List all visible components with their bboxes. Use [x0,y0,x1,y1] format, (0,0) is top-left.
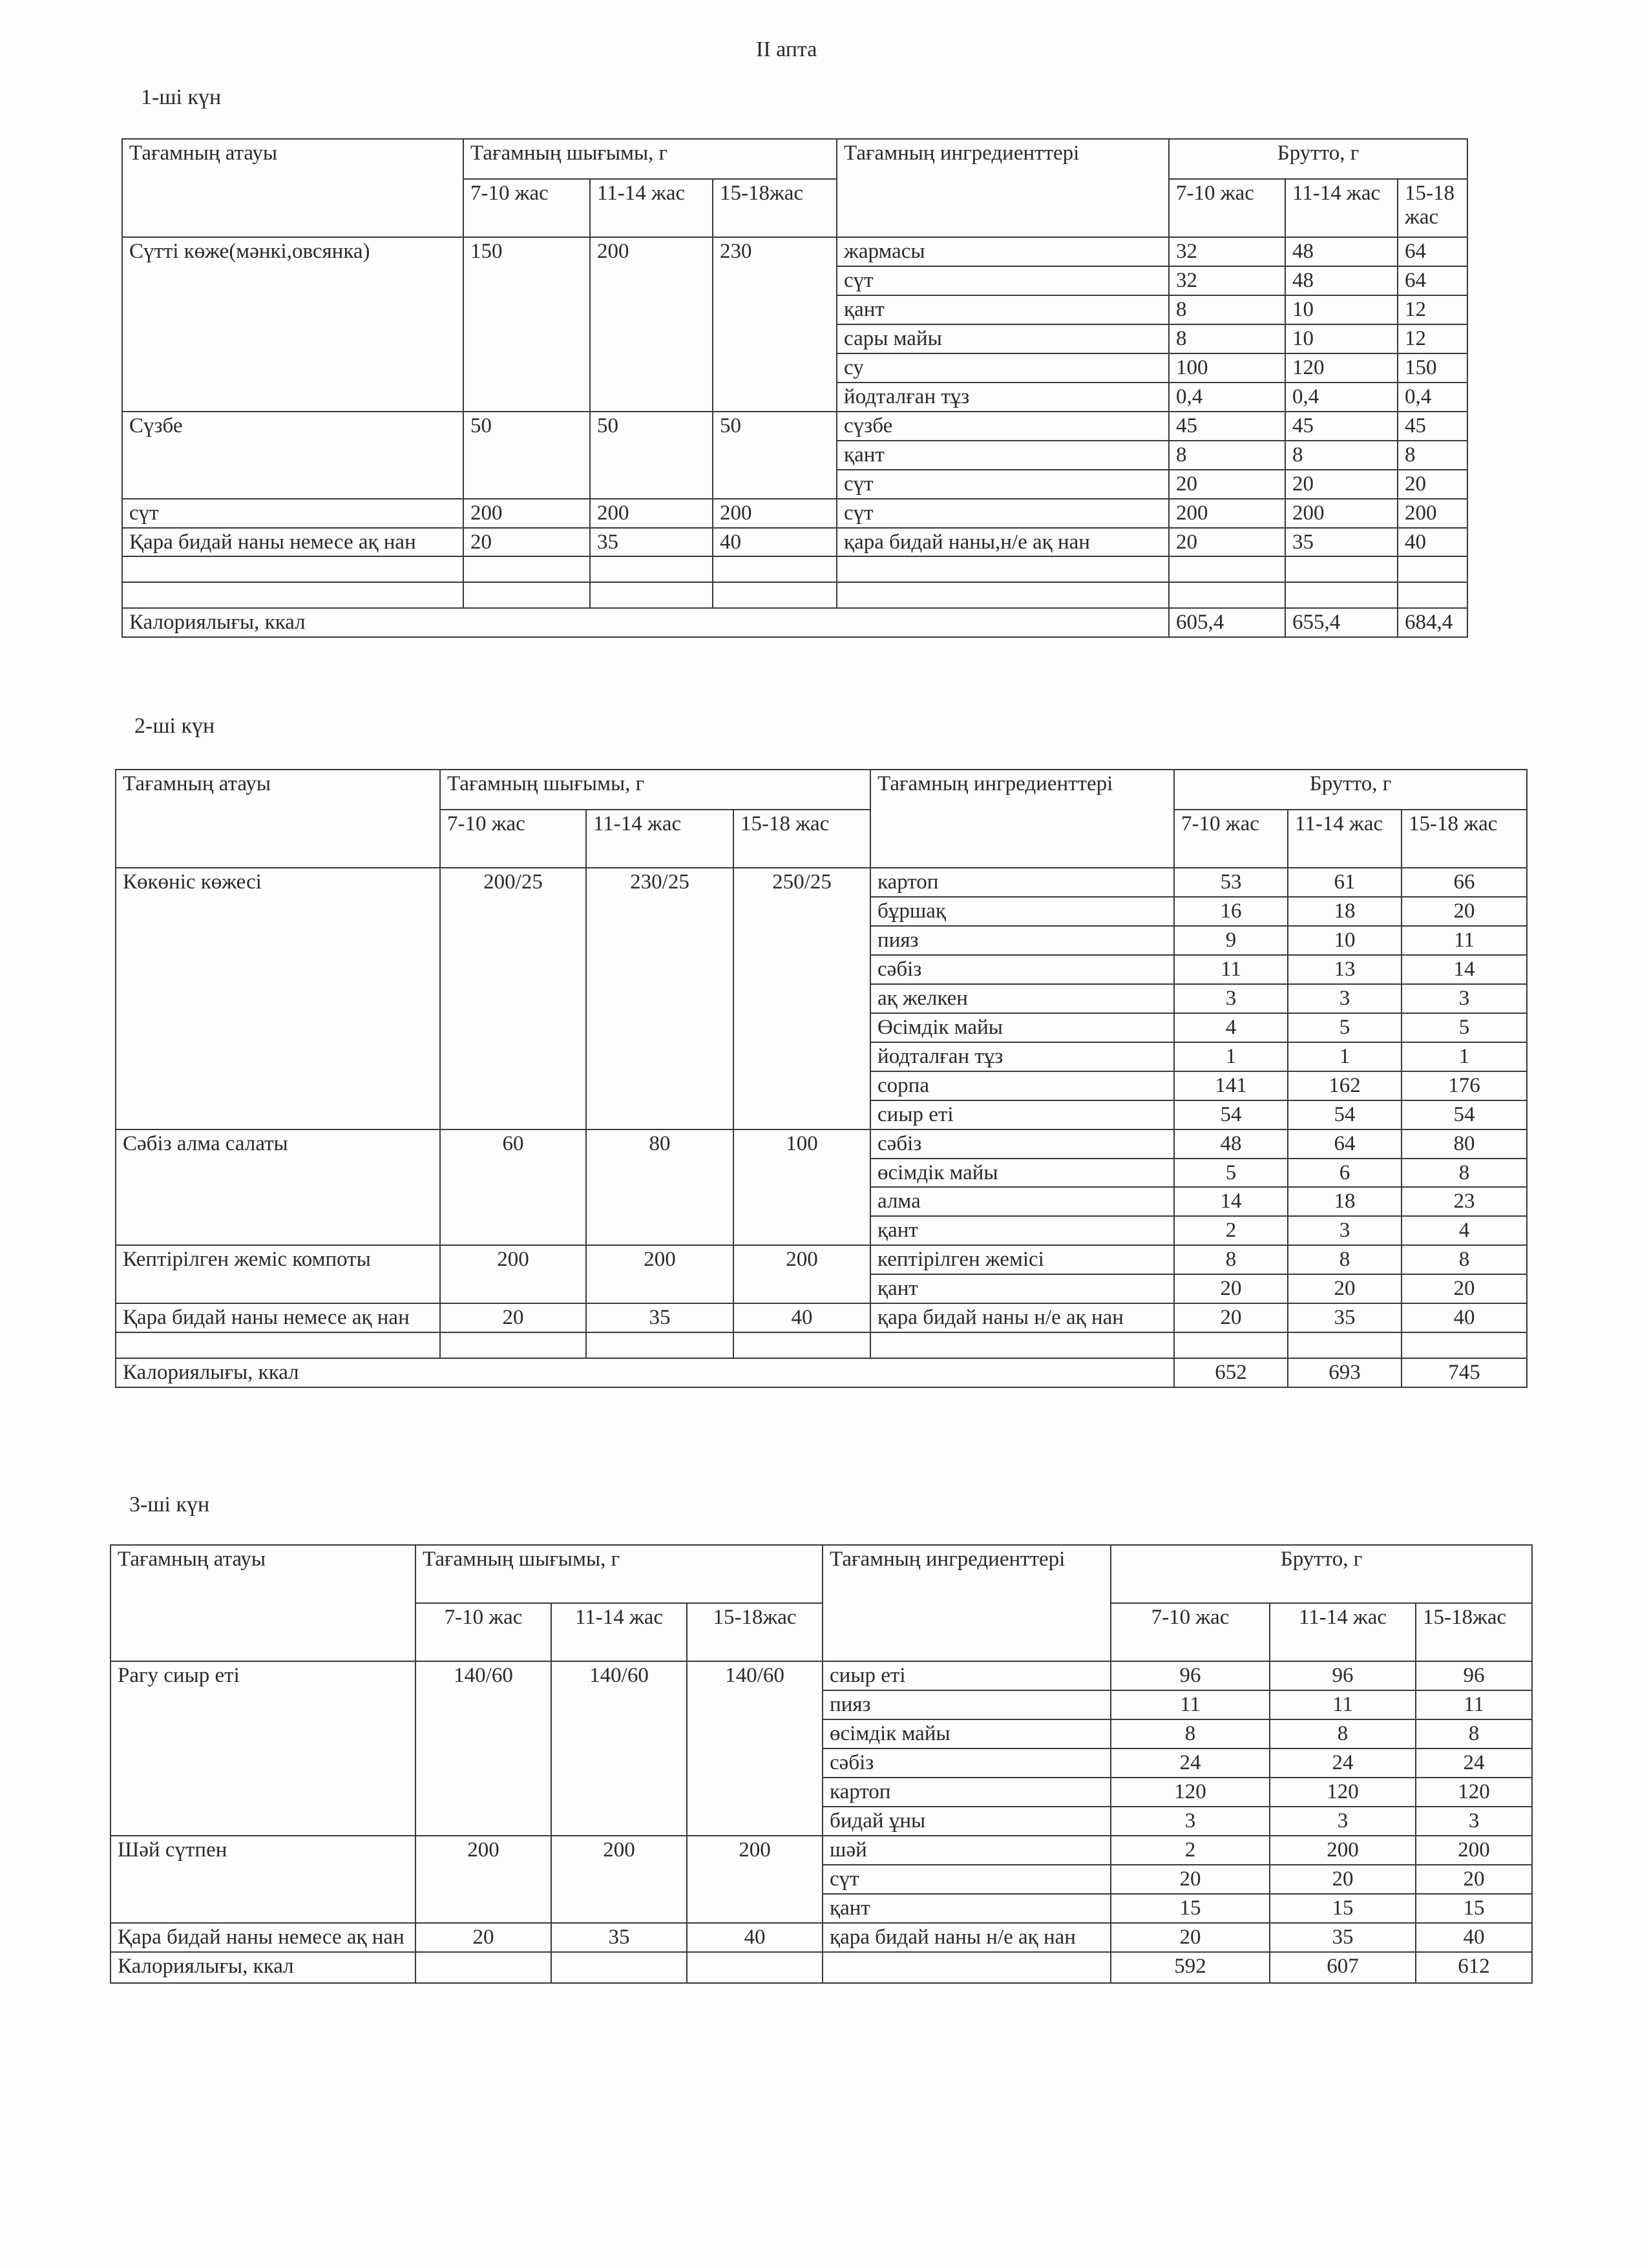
ingredient-name: бидай ұны [823,1807,1111,1836]
ingredient-brutto-1: 20 [1174,1274,1288,1303]
ingredient-name: бұршақ [870,897,1174,926]
ingredient-name: пияз [870,926,1174,955]
ingredient-brutto-2: 3 [1270,1807,1416,1836]
table-row [122,499,1467,528]
table-row [116,868,1527,897]
ingredient-name: сәбіз [870,1129,1174,1159]
dish-output-3: 230 [713,237,837,412]
ingredient-name: сүт [837,499,1169,528]
header-output: Тағамның шығымы, г [463,139,837,179]
ingredient-brutto-2: 1 [1288,1042,1402,1071]
calories-age-11-14: 607 [1270,1952,1416,1983]
ingredient-brutto-2: 5 [1288,1013,1402,1042]
ingredient-brutto-3: 150 [1398,353,1467,383]
ingredient-brutto-2: 54 [1288,1100,1402,1129]
table-row [116,1303,1527,1332]
ingredient-name: сүт [823,1865,1111,1894]
ingredient-brutto-2: 6 [1288,1159,1402,1188]
ingredient-brutto-2: 120 [1270,1778,1416,1807]
ingredient-brutto-1: 45 [1169,412,1285,441]
day-2-table [115,769,1528,1388]
day-3-title: 3-ші күн [129,1493,210,1517]
dish-name: Қара бидай наны немесе ақ нан [116,1303,440,1332]
dish-name: сүт [122,499,463,528]
table-row [122,237,1467,266]
ingredient-brutto-1: 4 [1174,1013,1288,1042]
ingredient-brutto-1: 16 [1174,897,1288,926]
ingredient-name: су [837,353,1169,383]
ingredient-name: йодталған тұз [837,383,1169,412]
ingredient-brutto-3: 1 [1402,1042,1527,1071]
ingredient-brutto-2: 200 [1285,499,1398,528]
header-brutto-age-15-18: 15-18 жас [1402,810,1527,868]
dish-output-1: 200 [463,499,590,528]
header-brutto-age-11-14: 11-14 жас [1270,1603,1416,1661]
dish-name: Сәбіз алма салаты [116,1129,440,1246]
ingredient-brutto-2: 3 [1288,984,1402,1013]
ingredient-brutto-1: 32 [1169,266,1285,295]
calories-label: Калориялығы, ккал [116,1358,1174,1387]
ingredient-brutto-1: 8 [1169,295,1285,324]
dish-name: Қара бидай наны немесе ақ нан [110,1923,415,1952]
dish-output-3: 140/60 [687,1661,823,1836]
header-brutto: Брутто, г [1169,139,1467,179]
ingredient-name: қара бидай наны,н/е ақ нан [837,528,1169,557]
calories-age-7-10: 592 [1111,1952,1270,1983]
calories-age-7-10: 605,4 [1169,608,1285,637]
ingredient-name: картоп [823,1778,1111,1807]
ingredient-brutto-2: 10 [1288,926,1402,955]
ingredient-brutto-1: 8 [1174,1245,1288,1274]
ingredient-brutto-1: 20 [1174,1303,1288,1332]
dish-output-3: 200 [687,1836,823,1923]
page-heading: II апта [756,37,817,61]
ingredient-name: картоп [870,868,1174,897]
header-output-age-7-10: 7-10 жас [463,179,590,237]
ingredient-name: өсімдік майы [870,1159,1174,1188]
dish-name: Сүтті көже(мәнкі,овсянка) [122,237,463,412]
ingredient-brutto-2: 18 [1288,1187,1402,1216]
dish-output-1: 20 [440,1303,586,1332]
dish-name: Қара бидай наны немесе ақ нан [122,528,463,557]
dish-name: Рагу сиыр еті [110,1661,415,1836]
day-3-table [110,1544,1533,1984]
ingredient-brutto-3: 8 [1416,1719,1532,1748]
dish-output-1: 200 [415,1836,551,1923]
ingredient-brutto-2: 48 [1285,266,1398,295]
dish-output-3: 40 [687,1923,823,1952]
day-2-title: 2-ші күн [134,714,215,738]
ingredient-brutto-1: 141 [1174,1071,1288,1100]
day-1-table [121,138,1468,638]
header-dish-name: Тағамның атауы [122,139,463,237]
ingredient-brutto-2: 3 [1288,1216,1402,1245]
header-brutto-age-7-10: 7-10 жас [1174,810,1288,868]
ingredient-name: қант [837,441,1169,470]
ingredient-brutto-3: 176 [1402,1071,1527,1100]
ingredient-brutto-1: 3 [1174,984,1288,1013]
ingredient-name: қант [870,1274,1174,1303]
ingredient-brutto-3: 200 [1416,1836,1532,1865]
ingredient-brutto-1: 20 [1169,470,1285,499]
ingredient-brutto-1: 14 [1174,1187,1288,1216]
ingredient-brutto-2: 35 [1285,528,1398,557]
ingredient-brutto-2: 8 [1288,1245,1402,1274]
dish-output-1: 150 [463,237,590,412]
header-output-age-15-18: 15-18жас [713,179,837,237]
ingredient-brutto-2: 35 [1270,1923,1416,1952]
table-row [122,412,1467,441]
dish-output-1: 140/60 [415,1661,551,1836]
ingredient-name: Өсімдік майы [870,1013,1174,1042]
table-row [110,1923,1532,1952]
table-row [110,1661,1532,1690]
dish-output-2: 50 [590,412,713,499]
header-output-age-15-18: 15-18 жас [733,810,870,868]
ingredient-name: қара бидай наны н/е ақ нан [823,1923,1111,1952]
ingredient-brutto-3: 24 [1416,1748,1532,1778]
ingredient-brutto-3: 20 [1416,1865,1532,1894]
ingredient-brutto-1: 32 [1169,237,1285,266]
dish-output-3: 50 [713,412,837,499]
dish-output-3: 40 [733,1303,870,1332]
dish-output-1: 60 [440,1129,586,1246]
ingredient-brutto-2: 200 [1270,1836,1416,1865]
dish-output-1: 200 [440,1245,586,1303]
ingredient-name: өсімдік майы [823,1719,1111,1748]
ingredient-brutto-2: 8 [1285,441,1398,470]
ingredient-brutto-1: 53 [1174,868,1288,897]
header-output-age-15-18: 15-18жас [687,1603,823,1661]
ingredient-brutto-3: 3 [1402,984,1527,1013]
dish-output-3: 200 [713,499,837,528]
calories-age-15-18: 745 [1402,1358,1527,1387]
dish-name: Шәй сүтпен [110,1836,415,1923]
ingredient-brutto-1: 20 [1169,528,1285,557]
ingredient-brutto-3: 4 [1402,1216,1527,1245]
ingredient-brutto-2: 15 [1270,1894,1416,1923]
ingredient-name: жармасы [837,237,1169,266]
ingredient-name: алма [870,1187,1174,1216]
ingredient-brutto-2: 0,4 [1285,383,1398,412]
ingredient-brutto-1: 11 [1174,955,1288,984]
ingredient-name: сүзбе [837,412,1169,441]
ingredient-brutto-3: 40 [1416,1923,1532,1952]
ingredient-name: ақ желкен [870,984,1174,1013]
ingredient-brutto-3: 20 [1398,470,1467,499]
ingredient-brutto-3: 23 [1402,1187,1527,1216]
dish-output-1: 50 [463,412,590,499]
ingredient-brutto-3: 11 [1402,926,1527,955]
ingredient-name: қант [837,295,1169,324]
ingredient-brutto-3: 8 [1402,1245,1527,1274]
ingredient-brutto-3: 40 [1398,528,1467,557]
dish-name: Кептірілген жеміс компоты [116,1245,440,1303]
calories-label: Калориялығы, ккал [122,608,1169,637]
ingredient-name: сары майы [837,324,1169,353]
ingredient-brutto-3: 15 [1416,1894,1532,1923]
ingredient-brutto-3: 64 [1398,266,1467,295]
table-row [110,1836,1532,1865]
ingredient-brutto-3: 96 [1416,1661,1532,1690]
dish-output-3: 100 [733,1129,870,1246]
ingredient-brutto-1: 8 [1169,441,1285,470]
header-ingredients: Тағамның ингредиенттері [870,770,1174,868]
ingredient-brutto-2: 20 [1285,470,1398,499]
ingredient-brutto-3: 11 [1416,1690,1532,1719]
ingredient-brutto-2: 10 [1285,295,1398,324]
ingredient-brutto-1: 5 [1174,1159,1288,1188]
ingredient-name: сәбіз [823,1748,1111,1778]
header-output-age-11-14: 11-14 жас [551,1603,687,1661]
calories-age-7-10: 652 [1174,1358,1288,1387]
dish-output-3: 250/25 [733,868,870,1129]
ingredient-brutto-2: 10 [1285,324,1398,353]
ingredient-brutto-1: 15 [1111,1894,1270,1923]
table-row [116,1245,1527,1274]
dish-output-1: 20 [415,1923,551,1952]
ingredient-brutto-3: 40 [1402,1303,1527,1332]
header-ingredients: Тағамның ингредиенттері [823,1545,1111,1661]
header-brutto-age-11-14: 11-14 жас [1285,179,1398,237]
header-output: Тағамның шығымы, г [415,1545,823,1603]
dish-output-2: 35 [590,528,713,557]
table-row [116,1129,1527,1159]
ingredient-name: сәбіз [870,955,1174,984]
calories-label: Калориялығы, ккал [110,1952,415,1983]
dish-name: Сүзбе [122,412,463,499]
ingredient-name: сүт [837,266,1169,295]
ingredient-name: қара бидай наны н/е ақ нан [870,1303,1174,1332]
ingredient-brutto-2: 45 [1285,412,1398,441]
table-row [122,528,1467,557]
ingredient-brutto-1: 20 [1111,1923,1270,1952]
dish-output-2: 200 [551,1836,687,1923]
ingredient-brutto-1: 20 [1111,1865,1270,1894]
ingredient-brutto-3: 64 [1398,237,1467,266]
dish-output-2: 230/25 [586,868,733,1129]
header-dish-name: Тағамның атауы [110,1545,415,1661]
dish-output-3: 200 [733,1245,870,1303]
ingredient-brutto-1: 8 [1111,1719,1270,1748]
header-brutto-age-7-10: 7-10 жас [1169,179,1285,237]
calories-age-15-18: 612 [1416,1952,1532,1983]
ingredient-brutto-3: 20 [1402,897,1527,926]
dish-output-1: 200/25 [440,868,586,1129]
ingredient-brutto-3: 54 [1402,1100,1527,1129]
ingredient-name: кептірілген жемісі [870,1245,1174,1274]
dish-output-2: 140/60 [551,1661,687,1836]
ingredient-brutto-2: 61 [1288,868,1402,897]
ingredient-brutto-1: 200 [1169,499,1285,528]
ingredient-brutto-2: 48 [1285,237,1398,266]
ingredient-name: қант [823,1894,1111,1923]
header-output-age-7-10: 7-10 жас [440,810,586,868]
ingredient-brutto-1: 9 [1174,926,1288,955]
header-brutto-age-7-10: 7-10 жас [1111,1603,1270,1661]
dish-output-2: 80 [586,1129,733,1246]
ingredient-brutto-3: 8 [1398,441,1467,470]
ingredient-brutto-3: 66 [1402,868,1527,897]
ingredient-name: сиыр еті [870,1100,1174,1129]
header-brutto: Брутто, г [1174,770,1527,810]
header-ingredients: Тағамның ингредиенттері [837,139,1169,237]
ingredient-brutto-1: 2 [1111,1836,1270,1865]
ingredient-brutto-3: 3 [1416,1807,1532,1836]
ingredient-brutto-2: 11 [1270,1690,1416,1719]
dish-output-2: 200 [590,237,713,412]
ingredient-brutto-1: 96 [1111,1661,1270,1690]
dish-output-2: 200 [586,1245,733,1303]
ingredient-brutto-2: 20 [1270,1865,1416,1894]
ingredient-brutto-2: 24 [1270,1748,1416,1778]
ingredient-brutto-3: 12 [1398,295,1467,324]
header-brutto-age-15-18: 15-18 жас [1398,179,1467,237]
ingredient-brutto-3: 8 [1402,1159,1527,1188]
ingredient-brutto-3: 80 [1402,1129,1527,1159]
calories-age-11-14: 693 [1288,1358,1402,1387]
ingredient-brutto-2: 8 [1270,1719,1416,1748]
ingredient-brutto-3: 5 [1402,1013,1527,1042]
ingredient-brutto-1: 1 [1174,1042,1288,1071]
header-brutto-age-15-18: 15-18жас [1416,1603,1532,1661]
ingredient-brutto-1: 120 [1111,1778,1270,1807]
dish-output-1: 20 [463,528,590,557]
ingredient-brutto-1: 3 [1111,1807,1270,1836]
ingredient-brutto-3: 20 [1402,1274,1527,1303]
ingredient-brutto-2: 18 [1288,897,1402,926]
ingredient-name: сүт [837,470,1169,499]
ingredient-brutto-1: 8 [1169,324,1285,353]
dish-output-2: 200 [590,499,713,528]
day-1-title: 1-ші күн [141,85,222,109]
ingredient-brutto-1: 2 [1174,1216,1288,1245]
ingredient-brutto-2: 35 [1288,1303,1402,1332]
dish-output-2: 35 [551,1923,687,1952]
header-dish-name: Тағамның атауы [116,770,440,868]
ingredient-brutto-2: 13 [1288,955,1402,984]
ingredient-brutto-3: 120 [1416,1778,1532,1807]
ingredient-brutto-2: 162 [1288,1071,1402,1100]
header-output-age-11-14: 11-14 жас [590,179,713,237]
ingredient-name: йодталған тұз [870,1042,1174,1071]
ingredient-brutto-1: 0,4 [1169,383,1285,412]
ingredient-brutto-3: 14 [1402,955,1527,984]
calories-age-11-14: 655,4 [1285,608,1398,637]
calories-age-15-18: 684,4 [1398,608,1467,637]
ingredient-brutto-2: 120 [1285,353,1398,383]
header-output-age-11-14: 11-14 жас [586,810,733,868]
header-output: Тағамның шығымы, г [440,770,870,810]
ingredient-brutto-1: 24 [1111,1748,1270,1778]
ingredient-brutto-1: 54 [1174,1100,1288,1129]
header-brutto-age-11-14: 11-14 жас [1288,810,1402,868]
ingredient-brutto-2: 20 [1288,1274,1402,1303]
ingredient-name: сиыр еті [823,1661,1111,1690]
ingredient-name: шәй [823,1836,1111,1865]
dish-name: Көкөніс көжесі [116,868,440,1129]
ingredient-brutto-2: 64 [1288,1129,1402,1159]
dish-output-3: 40 [713,528,837,557]
ingredient-brutto-3: 12 [1398,324,1467,353]
ingredient-brutto-2: 96 [1270,1661,1416,1690]
ingredient-name: пияз [823,1690,1111,1719]
dish-output-2: 35 [586,1303,733,1332]
ingredient-brutto-1: 11 [1111,1690,1270,1719]
ingredient-brutto-1: 100 [1169,353,1285,383]
ingredient-brutto-3: 200 [1398,499,1467,528]
ingredient-brutto-3: 45 [1398,412,1467,441]
ingredient-brutto-1: 48 [1174,1129,1288,1159]
header-output-age-7-10: 7-10 жас [415,1603,551,1661]
ingredient-brutto-3: 0,4 [1398,383,1467,412]
header-brutto: Брутто, г [1111,1545,1532,1603]
ingredient-name: сорпа [870,1071,1174,1100]
ingredient-name: қант [870,1216,1174,1245]
